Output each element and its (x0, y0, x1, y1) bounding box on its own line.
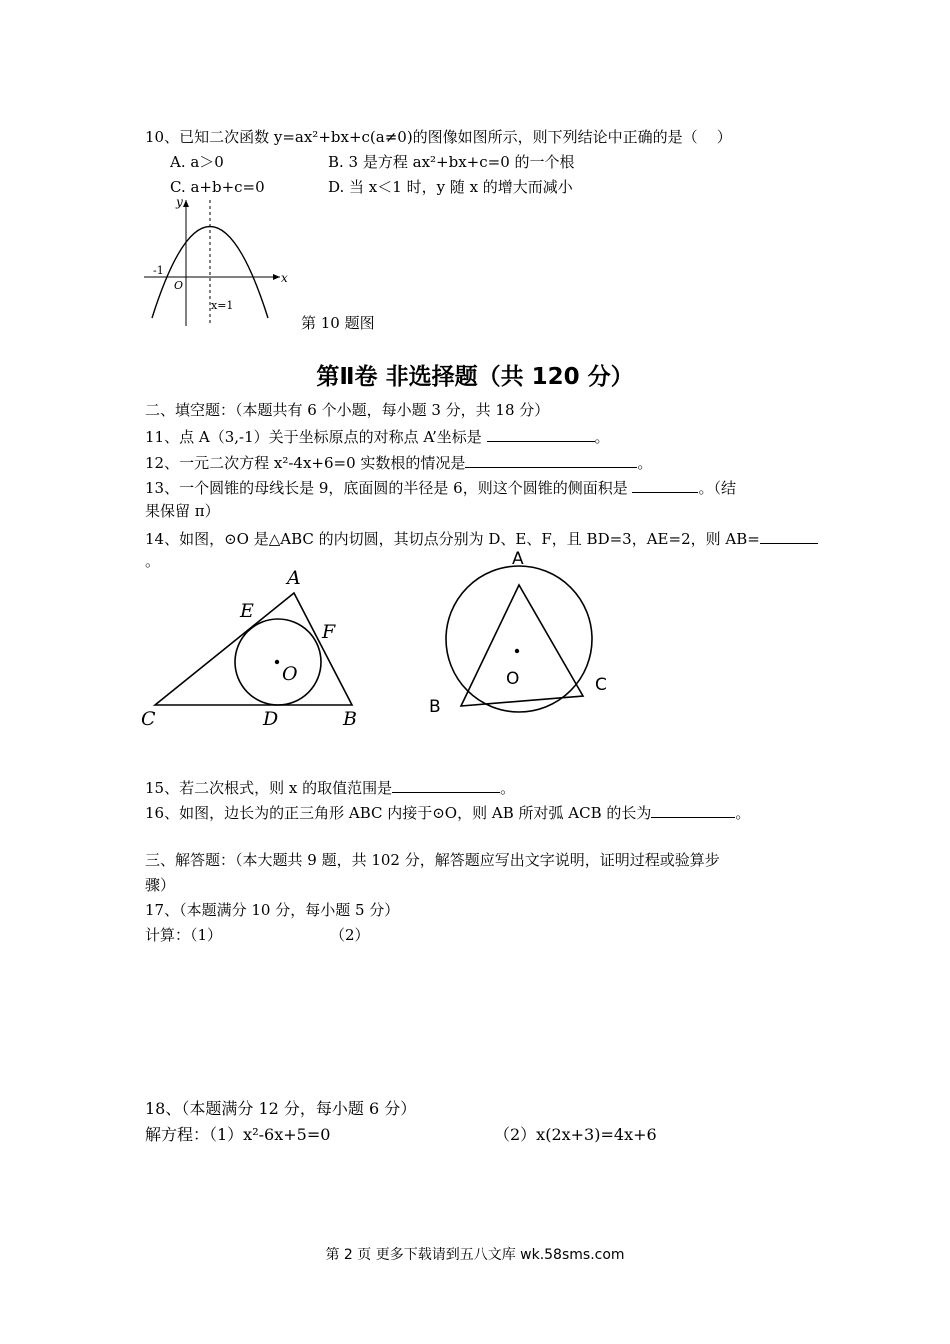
q10-option-c: C. a+b+c=0 (170, 178, 265, 196)
q15-text: 15、若二次根式，则 x 的取值范围是 (145, 779, 393, 797)
q14-end: 。 (145, 552, 161, 570)
q16-inscribed-triangle-figure (420, 540, 620, 740)
q13-tail: 。（结 (698, 479, 736, 497)
q17: 17、（本题满分 10 分，每小题 5 分） (145, 901, 400, 919)
q12-period: 。 (637, 454, 653, 472)
q13 (145, 476, 736, 498)
q13-blank (632, 476, 698, 493)
label-c: C (141, 708, 156, 730)
q10-parabola-figure (140, 190, 300, 330)
q16 (145, 801, 750, 823)
q11-blank (487, 425, 595, 442)
label-f: F (322, 621, 336, 643)
q10-option-d: D. 当 x＜1 时，y 随 x 的增大而减小 (328, 178, 573, 196)
q14-incircle-figure (140, 565, 380, 735)
y-axis-label: y (176, 195, 183, 209)
q11-text: 11、点 A（3,-1）关于坐标原点的对称点 A’坐标是 (145, 428, 487, 446)
q17-part1: 计算：（1） (145, 926, 223, 944)
neg-one-label: -1 (153, 264, 164, 277)
symmetry-axis-label: x=1 (211, 299, 234, 312)
q14-text: 14、如图，⊙O 是△ABC 的内切圆，其切点分别为 D、E、F，且 BD=3，AE=2，则 AB= (145, 530, 760, 548)
q12-text: 12、一元二次方程 x²-4x+6=0 实数根的情况是 (145, 454, 466, 472)
q12 (145, 451, 652, 473)
q15-blank (392, 776, 500, 793)
origin-label: O (174, 279, 184, 292)
solve-header: 三、解答题：（本大题共 9 题，共 102 分，解答题应写出文字说明，证明过程或验算步 (145, 851, 720, 869)
label-a: A (512, 549, 524, 569)
label-a: A (287, 567, 301, 589)
q18-part1: 解方程：（1）x²-6x+5=0 (145, 1125, 331, 1144)
q16-period: 。 (735, 804, 751, 822)
q11 (145, 425, 610, 447)
label-d: D (263, 708, 279, 730)
q11-period: 。 (594, 428, 610, 446)
fill-header: 二、填空题：（本题共有 6 个小题，每小题 3 分，共 18 分） (145, 401, 550, 419)
q18-part2: （2）x(2x+3)=4x+6 (494, 1125, 657, 1144)
solve-header-cont: 骤） (145, 876, 176, 894)
q13-cont: 果保留 π） (145, 502, 220, 520)
section2-title: 第Ⅱ卷 非选择题（共 120 分） (316, 364, 634, 390)
q10-caption: 第 10 题图 (301, 314, 375, 332)
label-c: C (595, 675, 607, 695)
q12-blank (465, 451, 637, 468)
label-e: E (240, 600, 254, 622)
q15-period: 。 (500, 779, 516, 797)
q17-part2: （2） (330, 926, 370, 944)
q18: 18、（本题满分 12 分，每小题 6 分） (145, 1099, 417, 1118)
q10-option-a: A. a＞0 (170, 153, 224, 171)
q16-text: 16、如图，边长为的正三角形 ABC 内接于⊙O，则 AB 所对弧 ACB 的长为 (145, 804, 652, 822)
q14-blank (760, 527, 818, 544)
q16-blank (651, 801, 735, 818)
q13-text: 13、一个圆锥的母线长是 9，底面圆的半径是 6，则这个圆锥的侧面积是 (145, 479, 633, 497)
label-o: O (282, 663, 298, 685)
x-axis-label: x (281, 271, 288, 285)
page-footer: 第 2 页 更多下载请到五八文库 wk.58sms.com (325, 1247, 625, 1263)
label-o: O (506, 669, 520, 689)
q10-option-b: B. 3 是方程 ax²+bx+c=0 的一个根 (328, 153, 575, 171)
label-b: B (429, 697, 441, 717)
q10-stem: 10、已知二次函数 y=ax²+bx+c(a≠0)的图像如图所示，则下列结论中正确的是（ ） (145, 128, 732, 146)
q15 (145, 776, 515, 798)
label-b: B (343, 708, 357, 730)
